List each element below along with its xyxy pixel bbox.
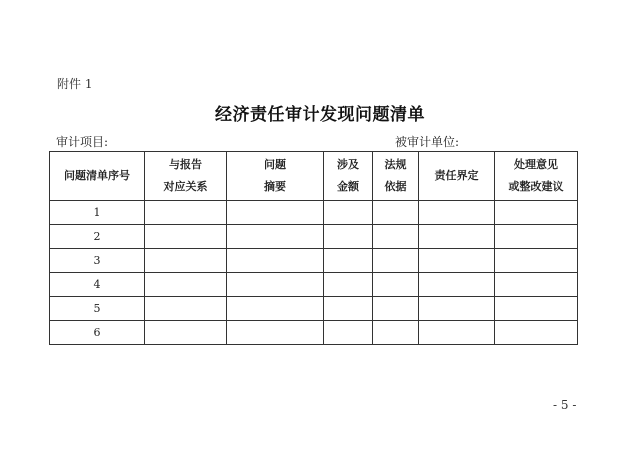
table-cell[interactable] bbox=[324, 297, 373, 321]
audit-project-label: 审计项目: bbox=[56, 135, 109, 149]
row-number-cell: 6 bbox=[50, 321, 145, 345]
table-cell[interactable] bbox=[495, 249, 578, 273]
table-row bbox=[50, 321, 578, 345]
audited-unit-label: 被审计单位: bbox=[395, 135, 460, 149]
table-cell[interactable] bbox=[145, 201, 227, 225]
header-cell bbox=[145, 152, 227, 201]
table-cell[interactable] bbox=[324, 201, 373, 225]
table-cell[interactable] bbox=[495, 273, 578, 297]
table-cell[interactable] bbox=[227, 201, 324, 225]
header-line: 或整改建议 bbox=[508, 180, 564, 193]
row-number-cell: 2 bbox=[50, 225, 145, 249]
table-row bbox=[50, 297, 578, 321]
header-cell bbox=[227, 152, 324, 201]
table-cell[interactable] bbox=[145, 321, 227, 345]
table-row bbox=[50, 225, 578, 249]
row-number-cell: 1 bbox=[50, 201, 145, 225]
table-cell[interactable] bbox=[419, 321, 495, 345]
row-number-cell: 3 bbox=[50, 249, 145, 273]
table-cell[interactable] bbox=[324, 273, 373, 297]
table-cell[interactable] bbox=[324, 321, 373, 345]
table-cell[interactable] bbox=[419, 225, 495, 249]
header-line: 法规 bbox=[384, 158, 407, 171]
table-cell[interactable] bbox=[495, 297, 578, 321]
table-cell[interactable] bbox=[373, 225, 419, 249]
table-cell[interactable] bbox=[419, 201, 495, 225]
header-line: 金额 bbox=[337, 180, 359, 193]
header-cell bbox=[324, 152, 373, 201]
header-cell bbox=[373, 152, 419, 201]
table-cell[interactable] bbox=[495, 201, 578, 225]
header-line: 问题清单序号 bbox=[64, 169, 130, 182]
table-cell[interactable] bbox=[145, 225, 227, 249]
table-cell[interactable] bbox=[227, 249, 324, 273]
table-cell[interactable] bbox=[227, 225, 324, 249]
table-cell[interactable] bbox=[145, 249, 227, 273]
header-line: 与报告 bbox=[169, 158, 202, 171]
table-cell[interactable] bbox=[419, 273, 495, 297]
table-cell[interactable] bbox=[324, 249, 373, 273]
header-line: 摘要 bbox=[264, 180, 286, 193]
table-row bbox=[50, 273, 578, 297]
table-cell[interactable] bbox=[373, 297, 419, 321]
page-number: - 5 - bbox=[553, 398, 577, 412]
table-cell[interactable] bbox=[419, 249, 495, 273]
table-cell[interactable] bbox=[145, 297, 227, 321]
table-row bbox=[50, 249, 578, 273]
issue-list-table bbox=[49, 151, 578, 345]
header-line: 对应关系 bbox=[163, 180, 208, 193]
header-line: 处理意见 bbox=[514, 158, 558, 171]
page-title: 经济责任审计发现问题清单 bbox=[215, 105, 425, 125]
table-cell[interactable] bbox=[373, 273, 419, 297]
table-cell[interactable] bbox=[495, 321, 578, 345]
header-cell bbox=[419, 152, 495, 201]
table-cell[interactable] bbox=[373, 201, 419, 225]
table-cell[interactable] bbox=[495, 225, 578, 249]
table-cell[interactable] bbox=[324, 225, 373, 249]
table-row bbox=[50, 201, 578, 225]
table-cell[interactable] bbox=[373, 249, 419, 273]
attachment-label: 附件 1 bbox=[57, 77, 93, 91]
table-cell[interactable] bbox=[373, 321, 419, 345]
row-number-cell: 4 bbox=[50, 273, 145, 297]
table-cell[interactable] bbox=[227, 297, 324, 321]
table-cell[interactable] bbox=[419, 297, 495, 321]
header-line: 责任界定 bbox=[434, 169, 479, 182]
header-line: 依据 bbox=[384, 180, 407, 193]
table-cell[interactable] bbox=[145, 273, 227, 297]
table-header-row bbox=[50, 152, 578, 201]
header-line: 问题 bbox=[264, 158, 286, 171]
header-cell bbox=[495, 152, 578, 201]
row-number-cell: 5 bbox=[50, 297, 145, 321]
header-cell bbox=[50, 152, 145, 201]
table-cell[interactable] bbox=[227, 273, 324, 297]
table-cell[interactable] bbox=[227, 321, 324, 345]
header-line: 涉及 bbox=[337, 158, 359, 171]
